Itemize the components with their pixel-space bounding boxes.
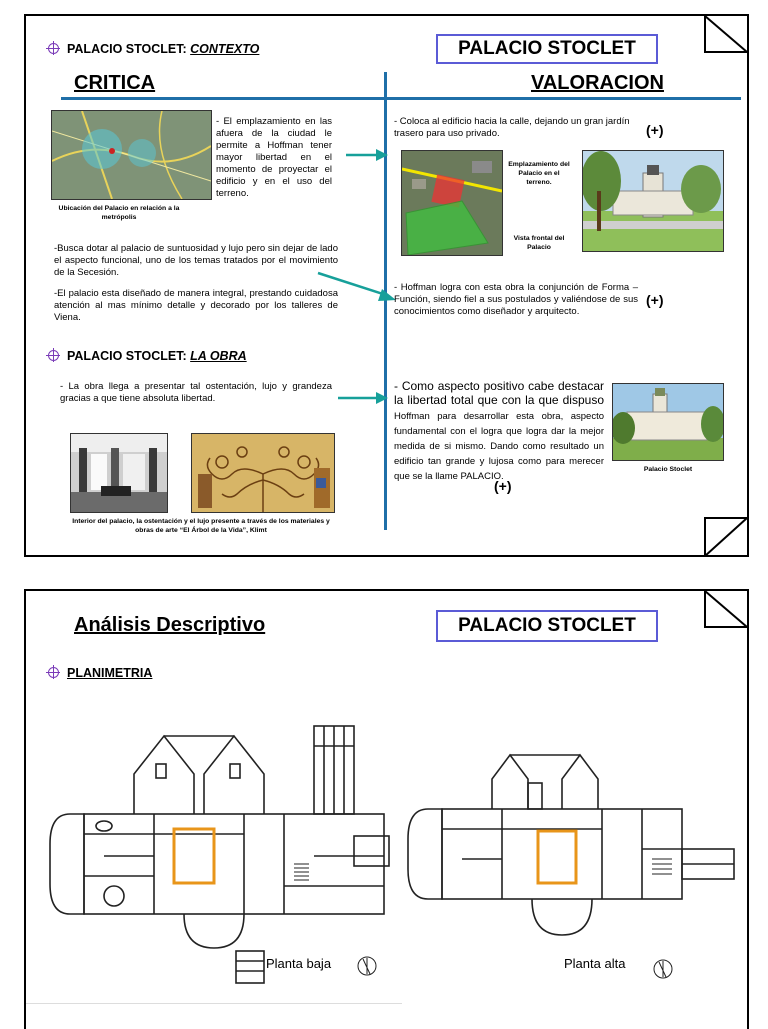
paragraph-calle-jardin: - Coloca al edificio hacia la calle, dejando un gran jardín trasero para uso privado. <box>394 116 630 139</box>
caption-emplazamiento: Emplazamiento del Palacio en el terreno. <box>508 161 570 186</box>
bullet-icon <box>48 350 59 361</box>
klimt-tree-of-life-image <box>191 433 335 513</box>
arrow-1 <box>344 148 390 162</box>
paragraph-aspecto-positivo <box>394 379 604 483</box>
arrow-2 <box>316 270 398 304</box>
floor-plan-planta-baja <box>44 716 392 986</box>
slide-analisis-descriptivo <box>24 589 749 1029</box>
satellite-map-image <box>51 110 212 200</box>
north-arrow-icon <box>652 958 674 980</box>
aspecto-positivo-large: - Como aspecto positivo cabe destacar la libertad total que con la que dispuso <box>394 379 604 407</box>
corner-fold-top <box>703 16 749 56</box>
arrow-3 <box>336 391 390 405</box>
divider-line <box>26 1003 402 1004</box>
section-heading-la-obra: PALACIO STOCLET: LA OBRA <box>48 349 247 363</box>
bullet-icon <box>48 667 59 678</box>
horizontal-rule <box>61 97 741 100</box>
plus-mark-1: (+) <box>646 122 664 138</box>
caption-interior: Interior del palacio, la ostentación y el lujo presente a través de los materiales y obras de arte “El Árbol de la Vida”, Klimt <box>72 518 330 534</box>
slide-title: Análisis Descriptivo <box>74 614 266 636</box>
interior-photo <box>70 433 168 513</box>
caption-map: Ubicación del Palacio en relación a la metrópolis <box>58 205 180 221</box>
plus-mark-2: (+) <box>646 292 664 308</box>
plan-label-planta-baja: Planta baja <box>266 956 332 971</box>
palacio-stoclet-photo <box>612 383 724 461</box>
column-heading-critica: CRITICA <box>74 72 156 94</box>
caption-vista-frontal: Vista frontal del Palacio <box>513 235 565 251</box>
front-view-photo <box>582 150 724 252</box>
bullet-icon <box>48 43 59 54</box>
title-box: PALACIO STOCLET <box>436 610 658 642</box>
site-plan-aerial-image <box>401 150 503 256</box>
title-box: PALACIO STOCLET <box>436 34 658 64</box>
paragraph-diseno-integral: -El palacio esta diseñado de manera integral, prestando cuidadosa atención al mas mínimo detalle y decorado por los talleres de Viena. <box>54 288 338 323</box>
corner-fold-top <box>703 591 749 631</box>
column-heading-valoracion: VALORACION <box>531 72 664 94</box>
floor-plan-planta-alta <box>402 739 742 949</box>
section-heading-contexto: PALACIO STOCLET: CONTEXTO <box>48 42 259 56</box>
corner-fold-bottom <box>703 516 749 556</box>
caption-palacio-stoclet: Palacio Stoclet <box>643 466 693 473</box>
plan-label-planta-alta: Planta alta <box>564 956 626 971</box>
paragraph-ostentacion: - La obra llega a presentar tal ostentación, lujo y grandeza gracias a que tiene absoluta libertad. <box>60 381 332 404</box>
paragraph-suntuosidad: -Busca dotar al palacio de suntuosidad y lujo pero sin dejar de lado el aspecto funcional, uno de los temas tratados por el movimiento de la Secesión. <box>54 243 338 278</box>
paragraph-forma-funcion: - Hoffman logra con esta obra la conjunción de Forma – Función, siendo fiel a sus postulados y valiéndose de sus conocimientos como diseñador y arquitecto. <box>394 282 638 317</box>
plus-mark-3: (+) <box>494 478 512 494</box>
aspecto-positivo-small: Hoffman para desarrollar esta obra, aspecto fundamental con el logra que logra dar la mejor medida de si mismo. Dando como resultado un edificio tan grande y lujosa como para merecer que se la llame PALACIO. <box>394 411 604 482</box>
north-arrow-icon <box>356 955 378 977</box>
slide-contexto <box>24 14 749 557</box>
section-heading-planimetria: PLANIMETRIA <box>48 666 152 680</box>
paragraph-emplazamiento: - El emplazamiento en las afuera de la ciudad le permite a Hoffman tener mayor libertad en el momento de proyectar el edificio y en el uso del terreno. <box>216 116 332 199</box>
